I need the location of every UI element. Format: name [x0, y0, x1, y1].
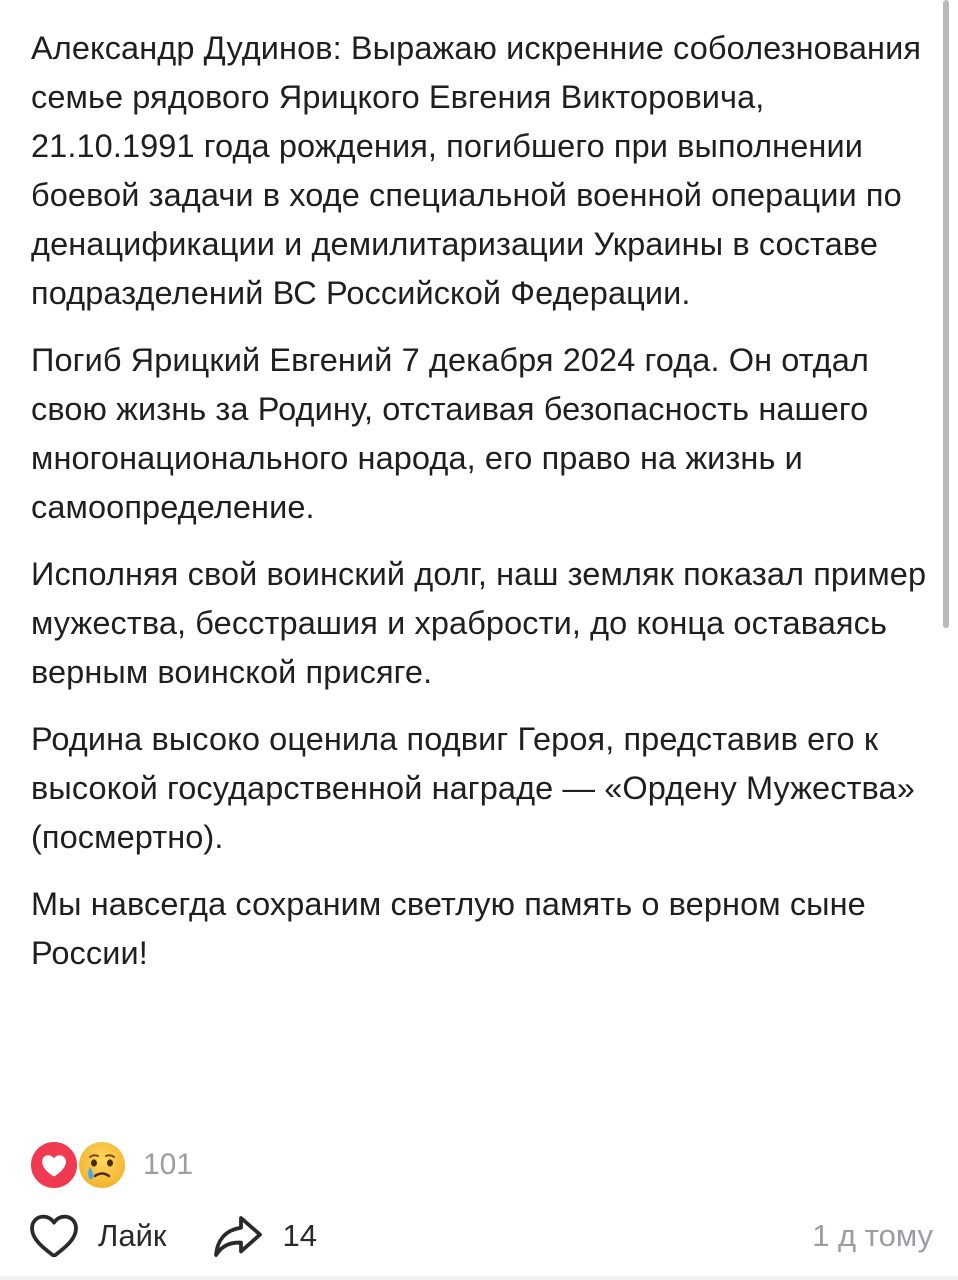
- heart-icon: [29, 1140, 79, 1190]
- heart-outline-icon: [28, 1213, 80, 1259]
- post-paragraph: Мы навсегда сохраним светлую память о верном сыне России!: [31, 886, 866, 971]
- like-button[interactable]: [28, 1213, 166, 1259]
- reactions-summary[interactable]: [29, 1140, 193, 1190]
- divider: [0, 1276, 958, 1280]
- share-count: 14: [282, 1218, 317, 1253]
- post-paragraph: Исполняя свой воинский долг, наш земляк показал пример мужества, бесстрашия и храбрости, до конца оставаясь верным воинской присяге.: [31, 556, 927, 690]
- scrollbar[interactable]: [943, 0, 949, 628]
- post-paragraph: Родина высоко оценила подвиг Героя, представив его к высокой государственной награде — «Ордену Мужества» (посмертно).: [31, 721, 915, 855]
- share-arrow-icon: [212, 1213, 264, 1259]
- crying-face-icon: [77, 1140, 127, 1190]
- post-paragraph: Погиб Ярицкий Евгений 7 декабря 2024 года. Он отдал свою жизнь за Родину, отстаивая безопасность нашего многонационального народа, его право на жизнь и самоопределение.: [31, 342, 869, 525]
- share-button[interactable]: [212, 1213, 316, 1259]
- post-paragraph: Александр Дудинов: Выражаю искренние соболезнования семье рядового Ярицкого Евгения Викторовича, 21.10.1991 года рождения, погибшего при выполнении боевой задачи в ходе специальной военной операции по денацификации и демилитаризации Украины в составе подразделений ВС Российской Федерации.: [31, 30, 922, 311]
- post-text: [31, 24, 931, 996]
- like-label: Лайк: [98, 1218, 167, 1253]
- post-actions-bar: [28, 1208, 933, 1264]
- post-timestamp: 1 д тому: [812, 1218, 933, 1253]
- reaction-count: 101: [143, 1148, 194, 1181]
